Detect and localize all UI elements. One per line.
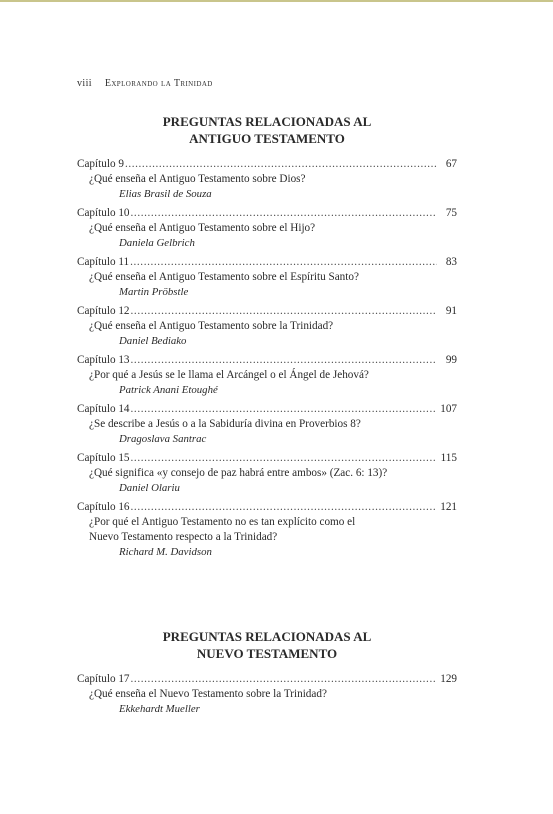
chapter-line[interactable]: [77, 255, 457, 270]
chapter-question: ¿Qué enseña el Antiguo Testamento sobre el Espíritu Santo?: [89, 271, 359, 283]
chapter-question: ¿Qué enseña el Antiguo Testamento sobre el Hijo?: [89, 222, 316, 234]
toc-entry: [77, 353, 457, 398]
page-number: viii: [77, 78, 92, 89]
chapter-label: Capítulo 10: [77, 207, 130, 219]
chapter-question: ¿Por qué a Jesús se le llama el Arcángel o el Ángel de Jehová?: [89, 369, 369, 381]
chapter-label: Capítulo 13: [77, 354, 130, 366]
dot-leader: [130, 255, 437, 270]
dot-leader: [131, 451, 437, 466]
chapter-author: Elias Brasil de Souza: [119, 188, 212, 200]
chapter-author: Daniel Bediako: [119, 335, 187, 347]
chapter-label: Capítulo 14: [77, 403, 130, 415]
chapter-question-line: Nuevo Testamento respecto a la Trinidad?: [89, 531, 278, 543]
section-title-line: ANTIGUO TESTAMENTO: [189, 131, 345, 146]
chapter-question: ¿Qué enseña el Nuevo Testamento sobre la Trinidad?: [89, 688, 327, 700]
chapter-author: Richard M. Davidson: [119, 546, 212, 558]
chapter-page: 129: [440, 673, 457, 685]
book-title: Explorando la Trinidad: [104, 78, 213, 89]
toc-entry: [77, 672, 457, 717]
chapter-label: Capítulo 15: [77, 452, 130, 464]
chapter-label: Capítulo 17: [77, 673, 130, 685]
top-border-rule: [0, 0, 553, 2]
section-title-old-testament: [77, 113, 457, 147]
chapter-page: 121: [440, 501, 457, 513]
chapter-label: Capítulo 16: [77, 501, 130, 513]
chapter-question: ¿Qué enseña el Antiguo Testamento sobre Dios?: [89, 173, 306, 185]
dot-leader: [131, 672, 437, 687]
dot-leader: [131, 304, 437, 319]
toc-entry: [77, 451, 457, 496]
toc-entry: [77, 206, 457, 251]
toc-entry: [77, 157, 457, 202]
toc-entry: [77, 500, 457, 560]
dot-leader: [131, 402, 437, 417]
chapter-line[interactable]: [77, 157, 457, 172]
chapter-line[interactable]: [77, 206, 457, 221]
chapter-line[interactable]: [77, 451, 457, 466]
chapter-line[interactable]: [77, 672, 457, 687]
chapter-label: Capítulo 9: [77, 158, 124, 170]
chapter-author: Dragoslava Santrac: [119, 433, 207, 445]
chapter-question: ¿Se describe a Jesús o a la Sabiduría divina en Proverbios 8?: [89, 418, 361, 430]
toc-entry: [77, 304, 457, 349]
chapter-author: Ekkehardt Mueller: [119, 703, 200, 715]
chapter-line[interactable]: [77, 500, 457, 515]
chapter-author: Daniela Gelbrich: [119, 237, 195, 249]
chapter-page: 83: [445, 256, 457, 268]
dot-leader: [125, 157, 437, 172]
toc-new-testament: [77, 672, 457, 717]
chapter-page: 67: [445, 158, 457, 170]
chapter-line[interactable]: [77, 353, 457, 368]
section-title-line: PREGUNTAS RELACIONADAS AL: [162, 114, 372, 129]
chapter-author: Daniel Olariu: [119, 482, 180, 494]
section-title-new-testament: [77, 628, 457, 662]
chapter-line[interactable]: [77, 402, 457, 417]
chapter-line[interactable]: [77, 304, 457, 319]
chapter-author: Patrick Anani Etoughé: [119, 384, 218, 396]
chapter-question-line: ¿Por qué el Antiguo Testamento no es tan explícito como el: [89, 516, 356, 528]
section-title-line: NUEVO TESTAMENTO: [196, 646, 338, 661]
dot-leader: [131, 353, 437, 368]
chapter-label: Capítulo 12: [77, 305, 130, 317]
chapter-page: 107: [440, 403, 457, 415]
dot-leader: [131, 500, 437, 515]
toc-old-testament: [77, 157, 457, 560]
toc-entry: [77, 402, 457, 447]
chapter-page: 75: [445, 207, 457, 219]
toc-entry: [77, 255, 457, 300]
running-head: [77, 78, 213, 89]
dot-leader: [131, 206, 437, 221]
chapter-question: ¿Qué enseña el Antiguo Testamento sobre la Trinidad?: [89, 320, 334, 332]
chapter-page: 91: [445, 305, 457, 317]
chapter-label: Capítulo 11: [77, 256, 130, 268]
chapter-page: 99: [445, 354, 457, 366]
chapter-question: ¿Qué significa «y consejo de paz habrá entre ambos» (Zac. 6: 13)?: [89, 467, 388, 479]
section-title-line: PREGUNTAS RELACIONADAS AL: [162, 629, 372, 644]
chapter-author: Martin Pröbstle: [119, 286, 189, 298]
chapter-page: 115: [440, 452, 457, 464]
